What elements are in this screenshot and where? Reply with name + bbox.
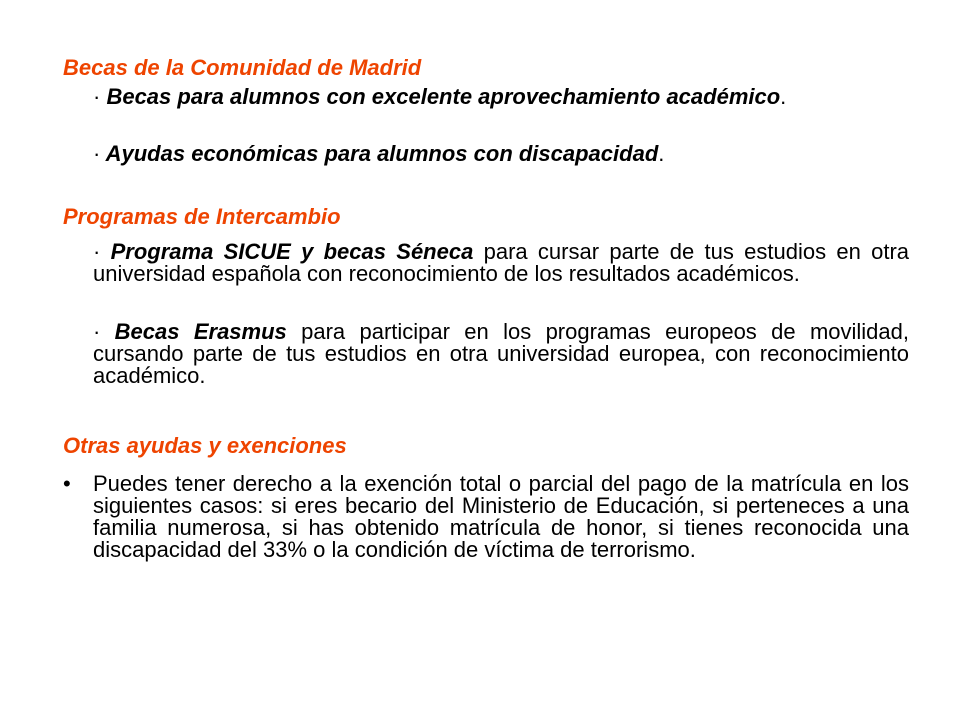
item-marker: · — [93, 84, 101, 109]
item-text: para participar en los programas europeos de movilidad, cursando parte de tus estudios en otra universidad europea, con reconocimiento académico. — [93, 319, 909, 388]
section-title-becas-madrid: Becas de la Comunidad de Madrid — [63, 55, 422, 80]
section-title-otras-ayudas: Otras ayudas y exenciones — [63, 433, 347, 458]
list-item-becas-excelencia — [93, 86, 909, 108]
item-text: . — [658, 141, 665, 166]
item-marker: · — [93, 239, 101, 264]
paragraph-exenciones: Puedes tener derecho a la exención total o parcial del pago de la matrícula en los siguientes casos: si eres becario del Ministerio de Educación, si perteneces a una familia numerosa, si has obtenido matrícula de honor, si tienes reconocida una discapacidad del 33% o la condición de víctima de terrorismo. — [93, 471, 909, 562]
list-item-erasmus — [93, 321, 909, 387]
item-emphasis: Becas Erasmus — [100, 319, 287, 344]
item-marker: · — [93, 319, 101, 344]
item-emphasis: Programa SICUE y becas Séneca — [100, 239, 474, 264]
item-marker: · — [93, 141, 101, 166]
section-title-intercambio: Programas de Intercambio — [63, 204, 341, 229]
list-item-ayudas-discapacidad — [93, 143, 909, 165]
list-item-sicue-seneca — [93, 241, 909, 285]
item-text: para cursar parte de tus estudios en otra universidad española con reconocimiento de los resultados académicos. — [93, 239, 910, 286]
item-emphasis: Becas para alumnos con excelente aprovechamiento académico — [100, 84, 781, 109]
item-emphasis: Ayudas económicas para alumnos con discapacidad — [100, 141, 659, 166]
item-text: . — [780, 84, 787, 109]
bullet-icon: • — [63, 471, 71, 496]
